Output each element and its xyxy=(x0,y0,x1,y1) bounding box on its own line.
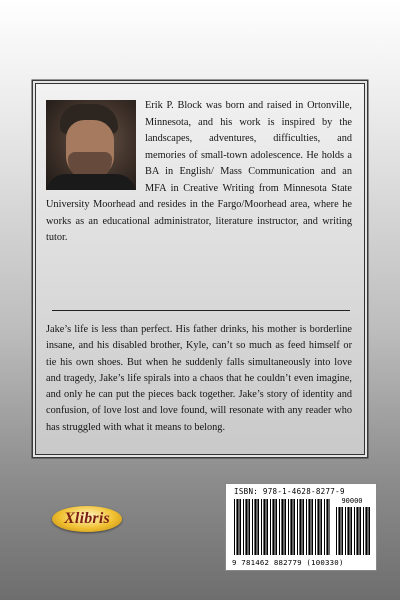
barcode-bar xyxy=(254,499,256,555)
author-photo xyxy=(46,100,136,190)
barcode-bar xyxy=(354,507,355,555)
barcode-bar xyxy=(324,499,325,555)
barcode-bar xyxy=(270,499,271,555)
barcode-bar xyxy=(359,507,361,555)
barcode-bar xyxy=(263,499,265,555)
addon-code: 90000 xyxy=(341,497,363,505)
barcode-bar xyxy=(275,499,277,555)
barcode-bar xyxy=(284,499,286,555)
addon-barcode-bars xyxy=(336,507,370,563)
barcode-bar xyxy=(311,499,313,555)
barcode-bar xyxy=(368,507,370,555)
barcode-bar xyxy=(308,499,310,555)
isbn-barcode xyxy=(225,483,377,571)
barcode-bar xyxy=(326,499,328,555)
barcode-bar xyxy=(266,499,268,555)
barcode-bar xyxy=(338,507,340,555)
isbn-label: ISBN: 978-1-4628-8277-9 xyxy=(234,487,345,496)
barcode-bar xyxy=(341,507,343,555)
book-blurb: Jake’s life is less than perfect. His father drinks, his mother is borderline insane, and his disabled brother, Kyle, can’t so much as feed himself or tie his own shoes. But when he suddenly falls simultaneously into love and tragedy, Jake’s life spirals into a chaos that he couldn’t even imagine, and only he can put the pieces back together. Jake’s story of identity and confusion, of love lost and love found, will resonate with any reader who has struggled with what it means to belong. xyxy=(46,324,352,433)
barcode-bar xyxy=(281,499,283,555)
barcode-bar xyxy=(272,499,274,555)
publisher-logo xyxy=(52,506,122,532)
barcode-suffix: (100330) xyxy=(306,558,344,567)
author-bio-section xyxy=(46,98,352,247)
author-bio-text: Erik P. Block was born and raised in Ortonville, Minnesota, and his work is inspired by the landscapes, adventures, difficulties, and memories of small-town adolescence. He holds a BA in English/ Mass Communication and an MFA in Creative Writing from Minnesota State University Moorhead and resides in the Fargo/Moorhead area, where he works as an educational administrator, literature instructor, and writing tutor. xyxy=(46,100,352,243)
barcode-bar xyxy=(245,499,247,555)
barcode-bar xyxy=(243,499,244,555)
barcode-bar xyxy=(365,507,367,555)
barcode-number: 9 781462 882779 xyxy=(232,558,302,567)
barcode-bar xyxy=(252,499,253,555)
barcode-bar xyxy=(345,507,346,555)
barcode-bar xyxy=(293,499,295,555)
barcode-bar xyxy=(288,499,289,555)
barcode-bar xyxy=(248,499,250,555)
section-divider xyxy=(52,310,350,311)
barcode-bar xyxy=(363,507,364,555)
barcode-digits xyxy=(232,558,372,567)
ean-barcode-bars xyxy=(234,499,330,555)
barcode-bar xyxy=(236,499,238,555)
barcode-bar xyxy=(234,499,235,555)
barcode-bar xyxy=(347,507,349,555)
barcode-bar xyxy=(336,507,337,555)
barcode-bar xyxy=(257,499,259,555)
barcode-bar xyxy=(239,499,241,555)
barcode-bar xyxy=(356,507,358,555)
barcode-bar xyxy=(350,507,352,555)
barcode-bar xyxy=(320,499,322,555)
barcode-bar xyxy=(302,499,304,555)
barcode-bar xyxy=(261,499,262,555)
barcode-bar xyxy=(299,499,301,555)
barcode-bar xyxy=(306,499,307,555)
publisher-logo-text: Xlibris xyxy=(64,510,110,527)
barcode-bar xyxy=(297,499,298,555)
barcode-bar xyxy=(315,499,316,555)
barcode-bar xyxy=(329,499,330,555)
barcode-bar xyxy=(290,499,292,555)
back-cover-panel xyxy=(35,83,365,455)
barcode-bar xyxy=(279,499,280,555)
barcode-bar xyxy=(317,499,319,555)
